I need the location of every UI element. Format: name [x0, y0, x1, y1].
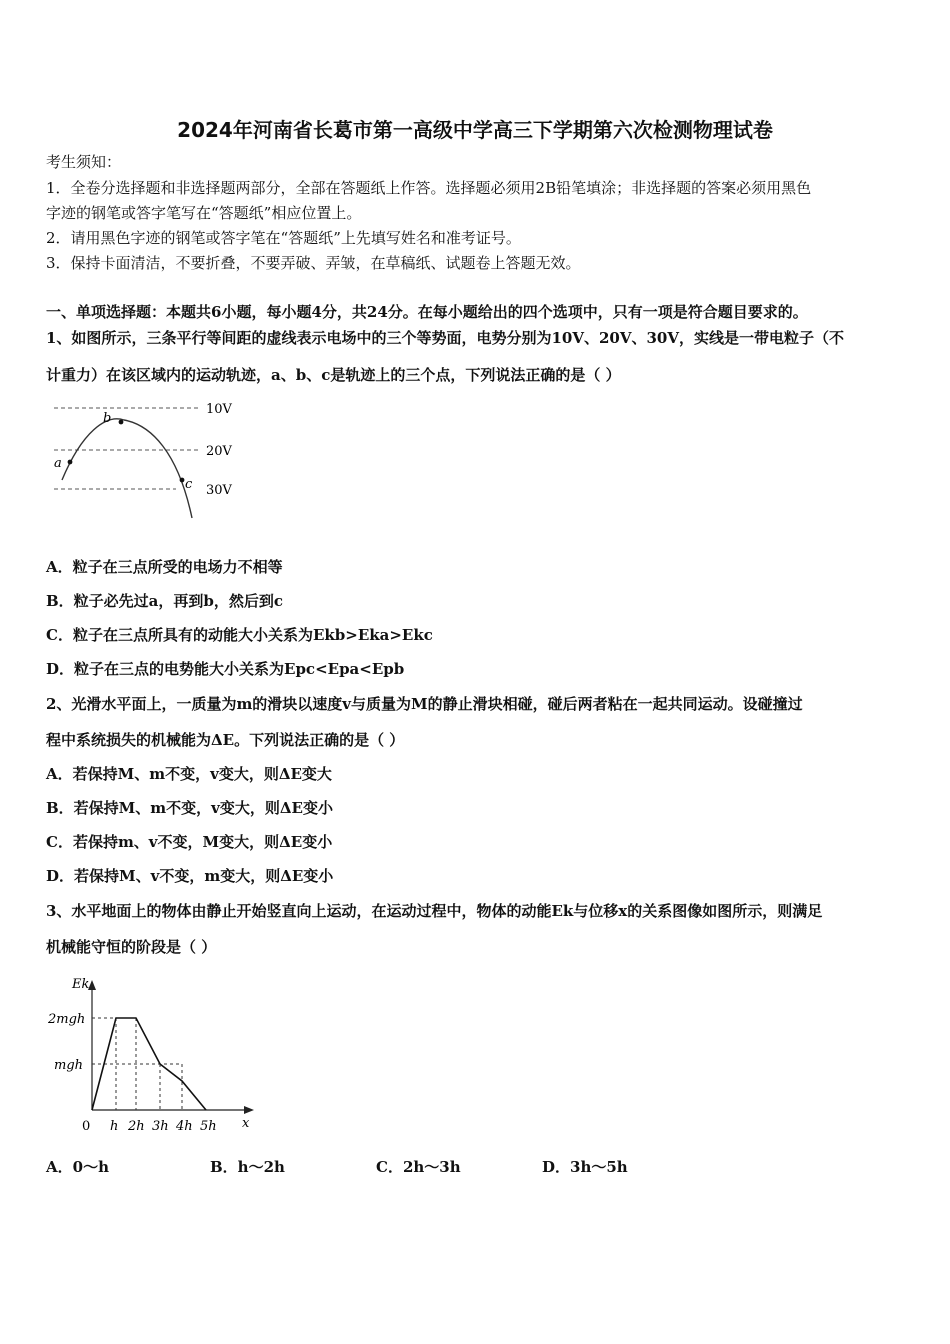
q3-graph	[46, 972, 266, 1137]
q2-option-a: A．若保持M、m不变，v变大，则ΔE变大	[46, 765, 332, 783]
q2-option-b: B．若保持M、m不变，v变大，则ΔE变小	[46, 799, 333, 817]
q1-option-c: C．粒子在三点所具有的动能大小关系为Ekb>Eka>Ekc	[46, 626, 433, 644]
q2-stem-2: 程中系统损失的机械能为ΔE。下列说法正确的是（ ）	[46, 731, 405, 749]
tick-2mgh: 2mgh	[48, 1012, 86, 1027]
q3-option-b: B．h～2h	[210, 1158, 285, 1176]
label-b: b	[103, 411, 112, 426]
q3-option-d: D．3h～5h	[542, 1158, 628, 1176]
label-20v: 20V	[206, 444, 232, 459]
tick-4h: 4h	[176, 1119, 193, 1134]
tick-0: 0	[82, 1119, 91, 1134]
tick-mgh: mgh	[54, 1058, 84, 1073]
label-30v: 30V	[206, 483, 232, 498]
q1-option-b: B．粒子必先过a，再到b，然后到c	[46, 592, 284, 610]
section-heading: 一、单项选择题：本题共6小题，每小题4分，共24分。在每小题给出的四个选项中，只有一项是符合题目要求的。	[46, 303, 808, 321]
point-c	[180, 478, 185, 483]
point-b	[119, 420, 124, 425]
x-axis-label: x	[242, 1116, 250, 1131]
q2-stem-1: 2、光滑水平面上，一质量为m的滑块以速度v与质量为M的静止滑块相碰，碰后两者粘在一起共同运动。设碰撞过	[46, 695, 803, 713]
tick-2h: 2h	[128, 1119, 145, 1134]
q1-option-a: A．粒子在三点所受的电场力不相等	[46, 558, 283, 576]
notice-item-2: 2．请用黑色字迹的钢笔或答字笔在“答题纸”上先填写姓名和准考证号。	[46, 229, 521, 247]
page-title: 2024年河南省长葛市第一高级中学高三下学期第六次检测物理试卷	[177, 118, 773, 142]
q1-stem-2: 计重力）在该区域内的运动轨迹，a、b、c是轨迹上的三个点，下列说法正确的是（ ）	[46, 366, 621, 384]
q2-option-d: D．若保持M、v不变，m变大，则ΔE变小	[46, 867, 334, 885]
q3-stem-1: 3、水平地面上的物体由静止开始竖直向上运动，在运动过程中，物体的动能Ek与位移x的关系图像如图所示，则满足	[46, 902, 823, 920]
q3-stem-2: 机械能守恒的阶段是（ ）	[46, 938, 217, 956]
q3-option-c: C．2h～3h	[376, 1158, 461, 1176]
q1-figure	[46, 392, 256, 522]
tick-5h: 5h	[200, 1119, 217, 1134]
notice-header: 考生须知：	[46, 153, 122, 171]
trajectory-curve	[62, 419, 192, 518]
q3-option-a: A．0～h	[46, 1158, 109, 1176]
tick-3h: 3h	[152, 1119, 169, 1134]
y-axis-label: Ek	[72, 977, 90, 992]
q1-option-d: D．粒子在三点的电势能大小关系为Epc<Epa<Epb	[46, 660, 405, 678]
label-c: c	[185, 477, 193, 492]
tick-h: h	[110, 1119, 119, 1134]
notice-item-1: 1．全卷分选择题和非选择题两部分，全部在答题纸上作答。选择题必须用2B铅笔填涂；非选择题的答案必须用黑色	[46, 179, 812, 197]
x-axis-arrow	[244, 1106, 254, 1114]
label-10v: 10V	[206, 402, 232, 417]
notice-item-3: 3．保持卡面清洁，不要折叠，不要弄破、弄皱，在草稿纸、试题卷上答题无效。	[46, 254, 581, 272]
q2-option-c: C．若保持m、v不变，M变大，则ΔE变小	[46, 833, 333, 851]
point-a	[68, 460, 73, 465]
label-a: a	[54, 456, 62, 471]
notice-item-1b: 字迹的钢笔或答字笔写在“答题纸”相应位置上。	[46, 204, 362, 222]
q1-stem-1: 1、如图所示，三条平行等间距的虚线表示电场中的三个等势面，电势分别为10V、20V、30V，实线是一带电粒子（不	[46, 329, 844, 347]
